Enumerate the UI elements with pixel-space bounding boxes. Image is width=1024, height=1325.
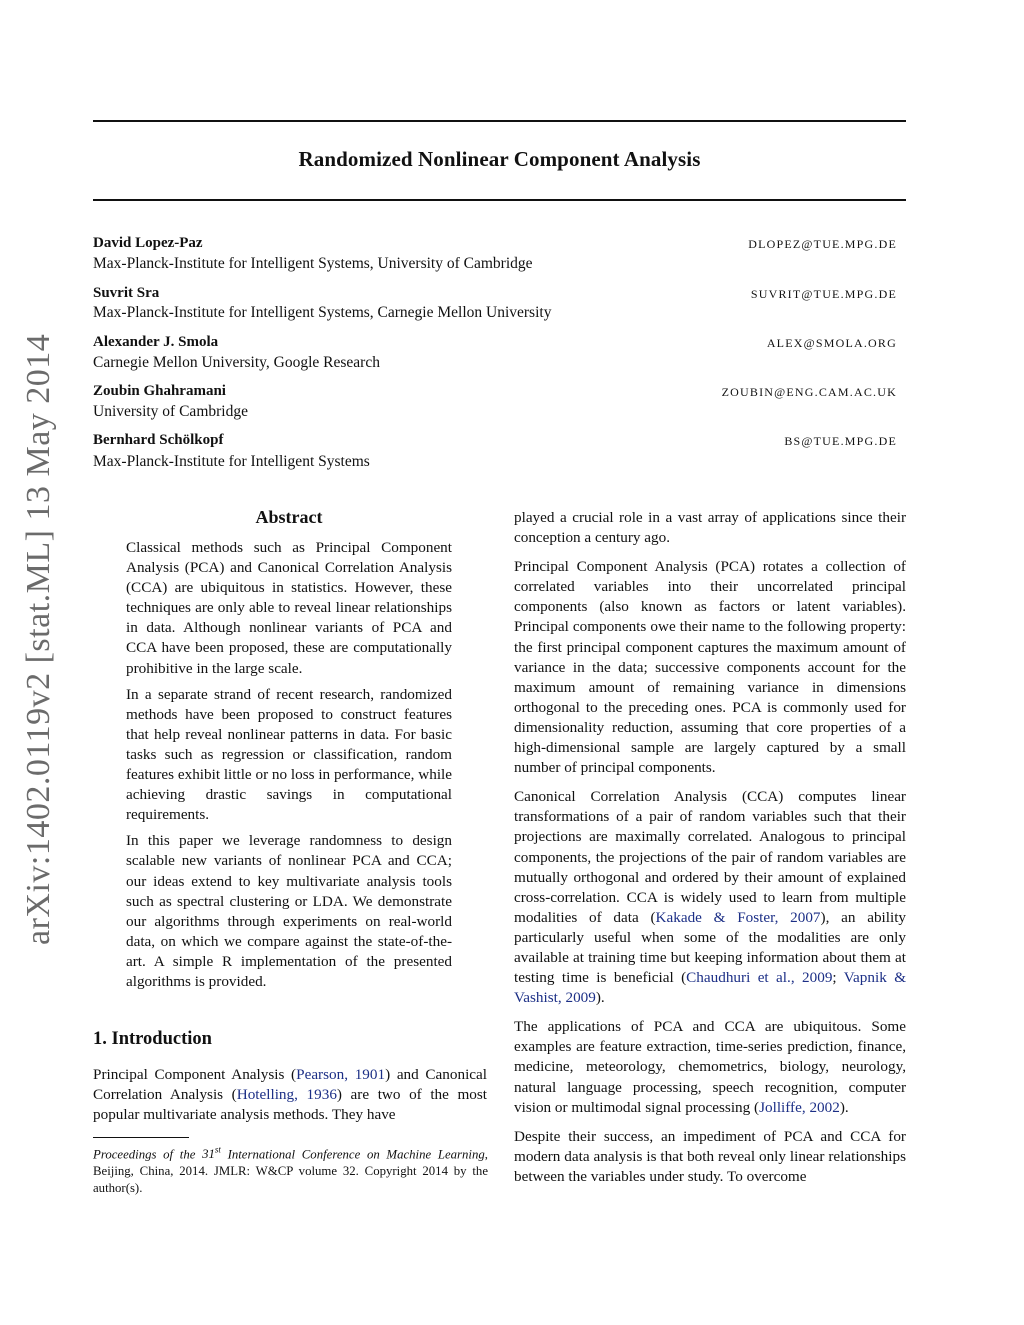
- author-name: Alexander J. Smola: [93, 334, 219, 350]
- author-affiliation: Carnegie Mellon University, Google Research: [93, 354, 380, 371]
- footnote-rule: [93, 1137, 189, 1138]
- citation-link[interactable]: Kakade & Foster, 2007: [655, 908, 821, 926]
- arxiv-identifier: arXiv:1402.0119v2 [stat.ML] 13 May 2014: [20, 333, 57, 945]
- author-affiliation: University of Cambridge: [93, 403, 248, 420]
- intro-paragraph: Principal Component Analysis (Pearson, 1901) and Canonical Correlation Analysis (Hotelling, 1936) are two of the most popular multivariate analysis methods. They have: [93, 1066, 488, 1124]
- author-email: DLOPEZ@TUE.MPG.DE: [748, 237, 897, 251]
- author-affiliation: Max-Planck-Institute for Intelligent Systems, University of Cambridge: [93, 255, 533, 272]
- author-email: ALEX@SMOLA.ORG: [766, 336, 897, 350]
- citation-link[interactable]: Pearson, 1901: [296, 1066, 386, 1083]
- body-paragraph: Principal Component Analysis (PCA) rotates a collection of correlated variables into their uncorrelated principal components (also known as factors or latent variables). Principal components owe their name to the following property: the first principal component captures the maximum amount of variance in the data; successive components account for the maximum amount of remaining variance in dimensions orthogonal to the preceding ones. PCA is commonly used for dimensionality reduction, assuming that core properties of a high-dimensional sample are largely captured by a small number of principal components.: [514, 558, 906, 777]
- author-email: BS@TUE.MPG.DE: [784, 434, 897, 448]
- author-name: Suvrit Sra: [93, 285, 160, 301]
- author-email: SUVRIT@TUE.MPG.DE: [750, 287, 897, 301]
- abstract-paragraph: In this paper we leverage randomness to design scalable new variants of nonlinear PCA and CCA; our ideas extend to key multivariate analysis tools such as spectral clustering or LDA. We demonstrate our algorithms through experiments on real-world data, on which we compare against the state-of-the-art. A simple R implementation of the presented algorithms is provided.: [126, 832, 452, 990]
- right-column: [514, 508, 906, 1196]
- citation-link[interactable]: Vapnik & Vashist, 2009: [514, 969, 907, 1007]
- title-top-rule: [93, 120, 906, 122]
- citation-link[interactable]: Chaudhuri et al., 2009: [686, 969, 833, 987]
- footnote: Proceedings of the 31st International Conference on Machine Learning, Beijing, China, 2014. JMLR: W&CP volume 32. Copyright 2014 by the author(s).: [93, 1145, 488, 1196]
- author-email: ZOUBIN@ENG.CAM.AC.UK: [721, 385, 897, 399]
- author-name: Bernhard Schölkopf: [93, 432, 224, 448]
- author-affiliation: Max-Planck-Institute for Intelligent Systems: [93, 453, 370, 470]
- author-name: David Lopez-Paz: [93, 235, 203, 251]
- body-paragraph: Despite their success, an impediment of PCA and CCA for modern data analysis is that both reveal only linear relationships between the variables under study. To overcome: [514, 1127, 906, 1185]
- citation-link[interactable]: Jolliffe, 2002: [759, 1098, 840, 1116]
- abstract-paragraph: Classical methods such as Principal Component Analysis (PCA) and Canonical Correlation Analysis (CCA) are ubiquitous in statistics. However, these techniques are only able to reveal linear relationships in data. Although nonlinear variants of PCA and CCA have been proposed, these are computationally prohibitive in the large scale.: [126, 539, 452, 677]
- body-paragraph: The applications of PCA and CCA are ubiquitous. Some examples are feature extraction, time-series prediction, finance, medicine, meteorology, chemometrics, biology, neurology, natural language processing, speech recognition, computer vision or multimodal signal processing (Jolliffe, 2002).: [514, 1018, 906, 1116]
- author-name: Zoubin Ghahramani: [93, 383, 226, 399]
- body-paragraph: played a crucial role in a vast array of applications since their conception a century ago.: [514, 509, 906, 547]
- abstract-body: [126, 538, 452, 998]
- author-affiliation: Max-Planck-Institute for Intelligent Systems, Carnegie Mellon University: [93, 304, 552, 321]
- abstract-paragraph: In a separate strand of recent research, randomized methods have been proposed to construct features that help reveal nonlinear patterns in data. For basic tasks such as regression or classification, random features exhibit little or no loss in performance, while achieving drastic savings in computational requirements.: [126, 685, 453, 824]
- title-bottom-rule: [93, 199, 906, 201]
- body-paragraph: Canonical Correlation Analysis (CCA) computes linear transformations of a pair of random variables such that their projections are maximally correlated. Analogous to principal components, the projections of the pair of random variables are mutually orthogonal and ordered by their amount of explained cross-correlation. CCA is widely used to learn from multiple modalities of data (Kakade & Foster, 2007), an ability particularly useful when some of the modalities are only available at training time but keeping information about them at testing time is beneficial (Chaudhuri et al., 2009; Vapnik & Vashist, 2009).: [514, 788, 907, 1007]
- abstract-heading: Abstract: [255, 507, 323, 527]
- section-heading-introduction: 1. Introduction: [93, 1029, 212, 1049]
- paper-title: Randomized Nonlinear Component Analysis: [298, 147, 701, 171]
- citation-link[interactable]: Hotelling, 1936: [236, 1086, 337, 1104]
